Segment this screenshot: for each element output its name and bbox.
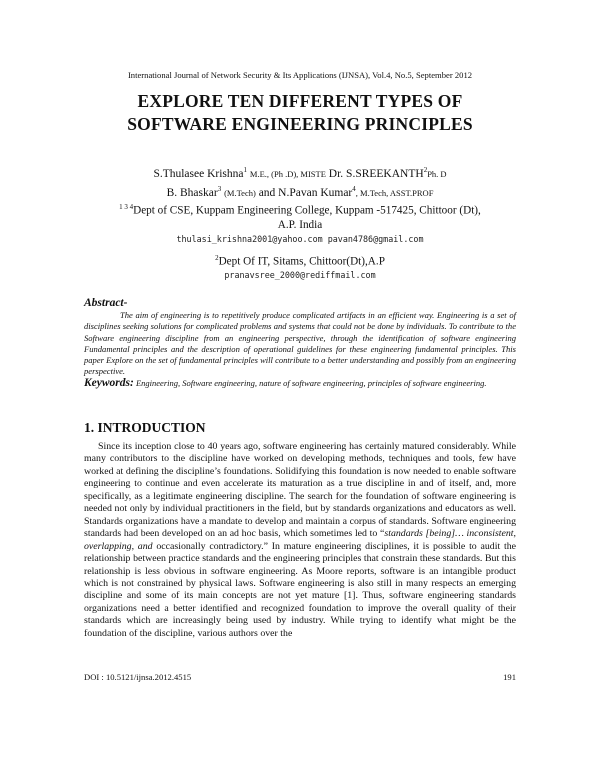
author-name: B. Bhaskar (166, 186, 218, 199)
title-line-2: SOFTWARE ENGINEERING PRINCIPLES (127, 114, 473, 134)
keywords-heading: Keywords: (84, 377, 134, 389)
paragraph (84, 441, 516, 640)
abstract-heading: Abstract- (84, 297, 128, 309)
affiliation-2-line-1 (0, 251, 600, 269)
author-degree: Ph. D (427, 168, 447, 179)
paper-title (0, 90, 600, 136)
author-superscript: 1 (243, 166, 248, 174)
journal-header: International Journal of Network Security & Its Applications (IJNSA), Vol.4, No.5, September 2012 (127, 70, 473, 80)
affiliation-superscript: 2 (215, 253, 219, 262)
author-name: S.Thulasee Krishna (153, 167, 244, 180)
abstract-text: The aim of engineering is to repetitively produce complicated artifacts in an efficient way. Engineering is a set of disciplines seeking solutions for complicated problems and systems that could not be done by individuals. To contribute to the Software engineering discipline from an engineering perspective, through the identification of software engineering Fundamental principles and the description of operational guidelines for these engineering fundamental principles. This paper Explore on the set of fundamental principles will contribute to a better understanding and possibly from an engineering perspective. (84, 310, 516, 377)
page-number: 191 (503, 672, 516, 682)
author-degree: M.E., (Ph .D), MISTE (249, 168, 326, 179)
author-superscript: 4 (352, 184, 356, 193)
affiliation-superscript: 1 3 4 (119, 203, 134, 211)
author-name: Dr. S.SREEKANTH (328, 167, 424, 180)
author-degree: , M.Tech, ASST.PROF (355, 187, 434, 198)
affiliation-text: Dept Of IT, Sitams, Chittoor(Dt),A.P (218, 255, 385, 268)
abstract (84, 298, 516, 377)
paragraph-text: Since its inception close to 40 years ago, software engineering has certainly matured considerably. While many contributors to the discipline have worked on developing methods, techniques and tools, few have worked at defining the discipline’s foundations. Solidifying this foundation is now needed to enable software engineering to continue and even accelerate its maturation as a true discipline in and of itself, and, more specifically, as a legitimate engineering discipline. The search for the foundation of software engineering is needed not only by individual practitioners in the field, but by standards organizations and educators as well. Standards organizations have a mandate to develop and maintain a corpus of standards. Software engineering standards had been developed on an ad hoc basis, which sometimes led to “ (84, 441, 516, 540)
affiliation-1-line-2: A.P. India (277, 218, 323, 231)
affiliation-1-emails: thulasi_krishna2001@yahoo.com pavan4786@gmail.com (176, 233, 424, 244)
quoted-italic-text: standards [being]… inconsistent, overlapping, and (84, 528, 516, 552)
title-line-1: EXPLORE TEN DIFFERENT TYPES OF (137, 91, 463, 111)
author-conjunction: and (258, 186, 276, 199)
affiliation-text: Dept of CSE, Kuppam Engineering College, Kuppam -517425, Chittoor (Dt), (133, 204, 481, 217)
author-line-2 (0, 182, 600, 201)
paragraph-text-continued: occasionally contradictory.” In mature engineering disciplines, it is possible to audit the relationship between practice standards and the engineering principles that constrain these standards. But this relationship is less obvious in software engineering. As Moore reports, software is an intangible product which is not constrained by physical laws. Software engineering is also still in many respects an emerging discipline and some of its main concepts are not yet mature [1]. Thus, software engineering standards organizations need a better identified and recognized foundation to improve the overall quality of their standards which are increasingly being used by industry. While trying to identify what might be the foundation of the discipline, various authors over the (84, 540, 516, 639)
section-body (84, 441, 516, 640)
keywords (84, 378, 516, 389)
author-superscript: 2 (423, 166, 428, 174)
doi-text: DOI : 10.5121/ijnsa.2012.4515 (84, 672, 192, 682)
author-name: N.Pavan Kumar (278, 186, 353, 199)
author-line-1 (0, 163, 600, 182)
author-degree: (M.Tech) (224, 187, 256, 198)
section-heading: 1. INTRODUCTION (84, 420, 206, 435)
affiliation-1-line-1 (0, 200, 600, 218)
affiliation-2-email: pranavsree_2000@rediffmail.com (224, 270, 376, 281)
author-list (0, 163, 600, 201)
keywords-text: Engineering, Software engineering, nature of software engineering, principles of software engineering. (135, 378, 487, 388)
affiliations (0, 200, 600, 282)
author-superscript: 3 (217, 184, 222, 193)
